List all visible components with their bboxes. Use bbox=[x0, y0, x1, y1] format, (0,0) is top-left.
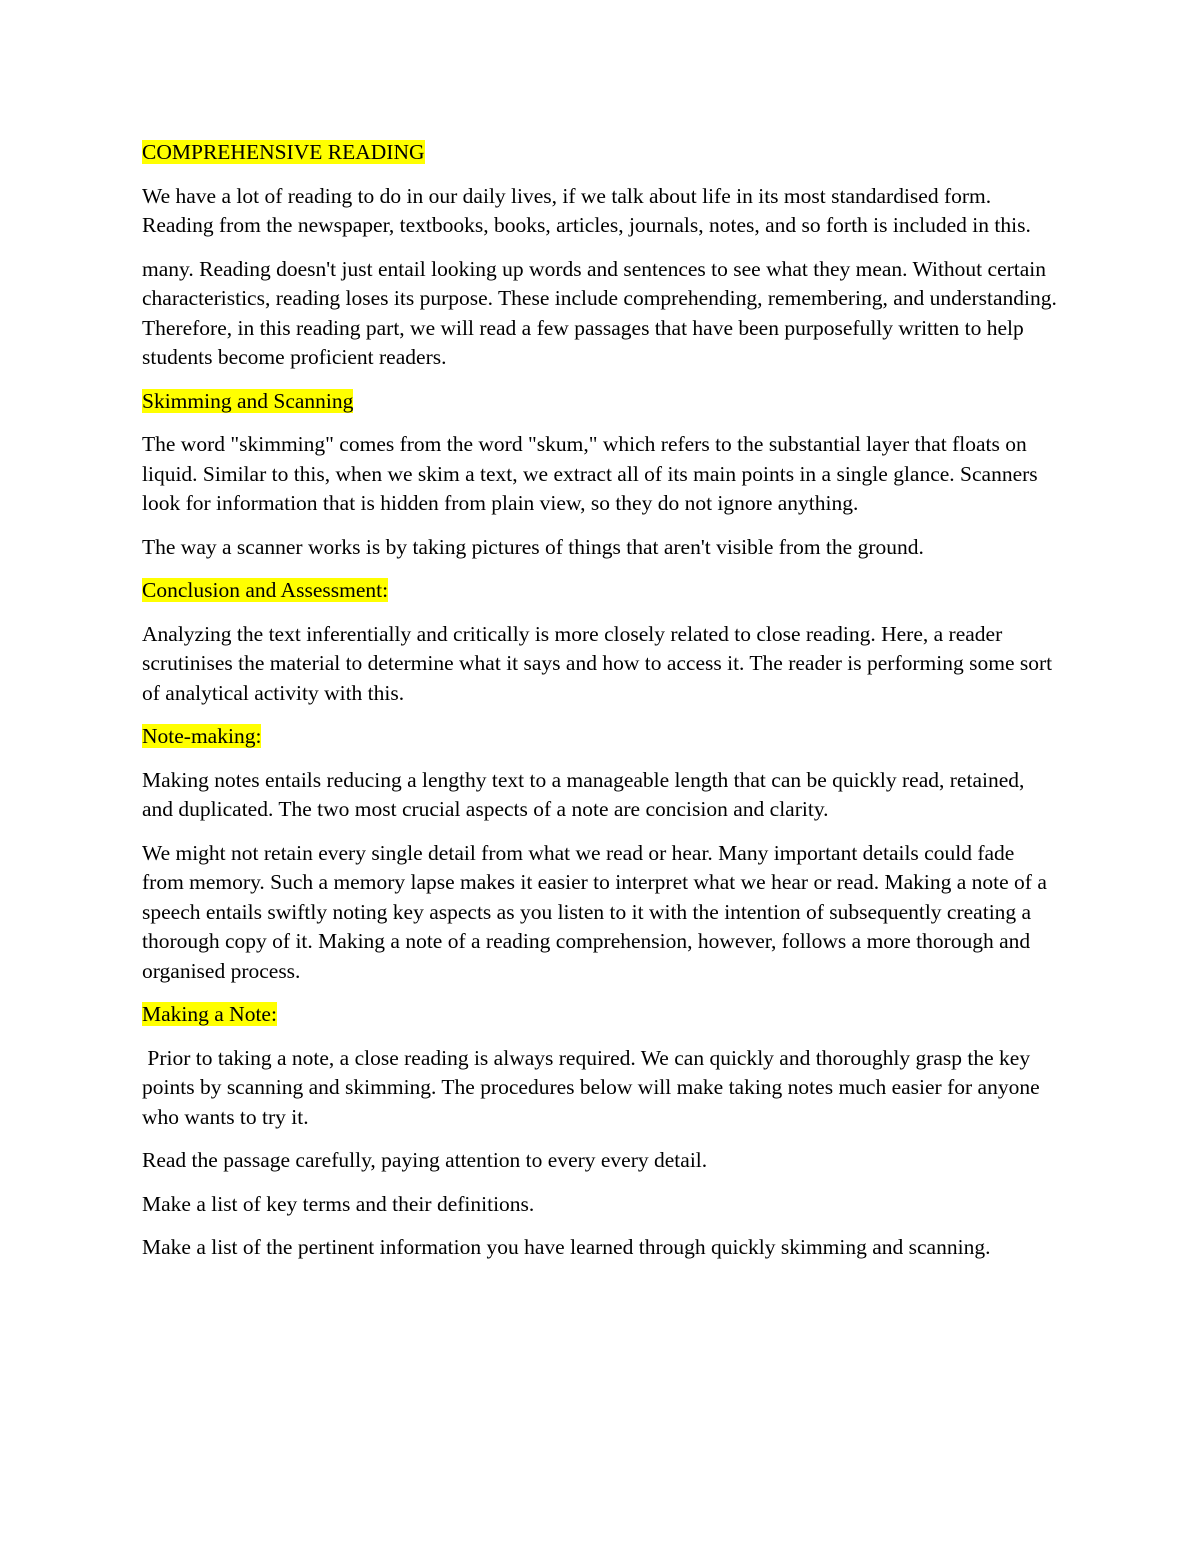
making-note-step-1: Read the passage carefully, paying attention to every every detail. bbox=[142, 1148, 708, 1172]
intro-paragraph-1: We have a lot of reading to do in our daily lives, if we talk about life in its most standardised form. Reading from the newspaper, textbooks, books, articles, journals, notes, and so forth is included in this. bbox=[142, 183, 1031, 237]
heading-highlight: Making a Note: bbox=[142, 1002, 277, 1026]
section-heading-conclusion bbox=[142, 576, 1060, 606]
intro-paragraph-2: many. Reading doesn't just entail looking up words and sentences to see what they mean. Without certain characteristics, reading loses its purpose. These include comprehending, remembering, and understanding. Therefore, in this reading part, we will read a few passages that have been purposefully written to help students become proficient readers. bbox=[142, 256, 1057, 369]
heading-highlight: Skimming and Scanning bbox=[142, 388, 354, 413]
section-heading-making-a-note bbox=[142, 1000, 1060, 1030]
heading-highlight: Conclusion and Assessment: bbox=[142, 578, 389, 602]
title-highlight: COMPREHENSIVE READING bbox=[142, 140, 425, 164]
heading-highlight: Note-making: bbox=[142, 724, 262, 748]
section-heading-skimming bbox=[142, 387, 1060, 417]
note-making-paragraph-2: We might not retain every single detail from what we read or hear. Many important details could fade from memory. Such a memory lapse makes it easier to interpret what we hear or read. Making a note of a speech entails swiftly noting key aspects as you listen to it with the intention of subsequently creating a thorough copy of it. Making a note of a reading comprehension, however, follows a more thorough and organised process. bbox=[142, 840, 1047, 983]
skimming-paragraph-1: The word "skimming" comes from the word "skum," which refers to the substantial layer that floats on liquid. Similar to this, when we skim a text, we extract all of its main points in a single glance. Scanners look for information that is hidden from plain view, so they do not ignore anything. bbox=[142, 432, 1038, 515]
document-title bbox=[142, 138, 1060, 168]
making-note-paragraph-1: Prior to taking a note, a close reading is always required. We can quickly and thoroughly grasp the key points by scanning and skimming. The procedures below will make taking notes much easier for anyone who wants to try it. bbox=[142, 1045, 1045, 1129]
making-note-step-2: Make a list of key terms and their definitions. bbox=[142, 1191, 535, 1216]
section-heading-note-making bbox=[142, 722, 1060, 752]
document-body bbox=[142, 138, 1060, 1277]
note-making-paragraph-1: Making notes entails reducing a lengthy text to a manageable length that can be quickly read, retained, and duplicated. The two most crucial aspects of a note are concision and clarity. bbox=[142, 767, 1025, 821]
conclusion-paragraph-1: Analyzing the text inferentially and critically is more closely related to close reading. Here, a reader scrutinises the material to determine what it says and how to access it. The reader is performing some sort of analytical activity with this. bbox=[142, 621, 1053, 705]
making-note-step-3: Make a list of the pertinent information you have learned through quickly skimming and scanning. bbox=[142, 1235, 991, 1259]
skimming-paragraph-2: The way a scanner works is by taking pictures of things that aren't visible from the ground. bbox=[142, 534, 924, 559]
